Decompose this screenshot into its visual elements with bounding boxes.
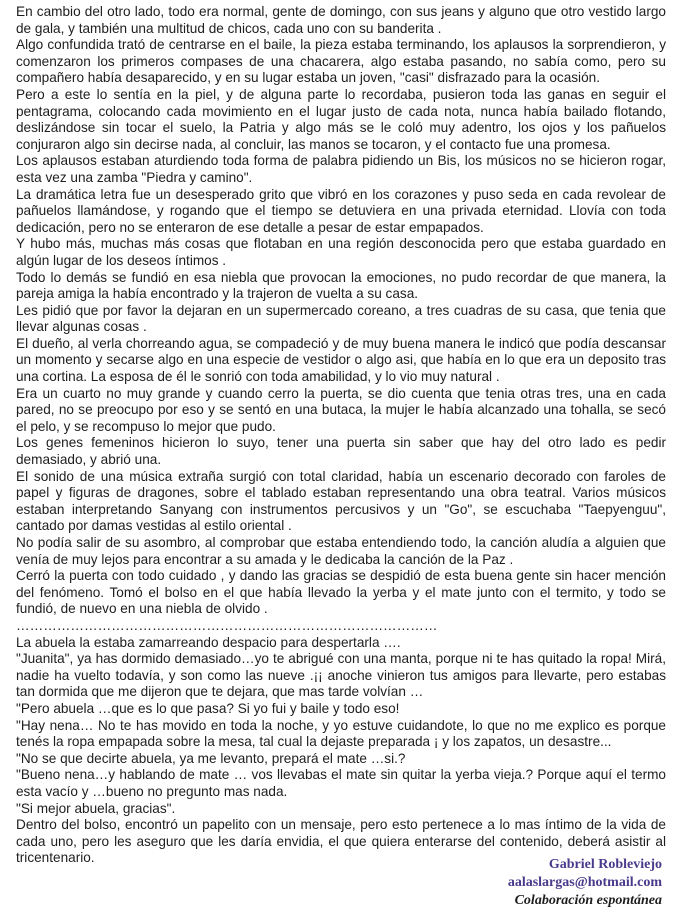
paragraph: "Juanita", ya has dormido demasiado…yo te abrigué con una manta, porque ni te has quitado la ropa! Mirá, nadie ha vuelto todavía, y son como las nueve .¡¡ anoche vinieron tus amigos para llevarte, pero estabas tan dormida que me dijeron que te dejara, que mas tarde volvían …	[16, 651, 666, 700]
paragraph: No podía salir de su asombro, al comprobar que estaba entendiendo todo, la canción aludía a alguien que venía de muy lejos para encontrar a su amada y le dedicaba la canción de la Paz .	[16, 535, 666, 567]
paragraph: La abuela la estaba zamarreando despacio para despertarla ….	[16, 634, 401, 650]
paragraph: "Hay nena… No te has movido en toda la noche, y yo estuve cuidandote, lo que no me explico es porque tenés la ropa empapada sobre la mesa, tal cual la dejaste preparada ¡ y los zapatos, un desastre...	[16, 717, 666, 750]
story-text	[16, 4, 666, 867]
paragraph: Cerró la puerta con todo cuidado , y dando las gracias se despidió de esta buena gente sin hacer mención del fenómeno. Tomó el bolso en el que había llevado la yerba y el mate junto con el termito, y todo se fundió, de nuevo en una niebla de olvido .	[16, 568, 666, 617]
separator-dots: …………………………………………………………………………………	[16, 617, 438, 633]
author-email: aalaslargas@hotmail.com	[507, 875, 662, 890]
paragraph: Todo lo demás se fundió en esa niebla que provocan la emociones, no pudo recordar de que manera, la pareja amiga la había encontrado y la trajeron de vuelta a su casa.	[16, 269, 666, 302]
paragraph: En cambio del otro lado, todo era normal, gente de domingo, con sus jeans y alguno que otro vestido largo de gala, y también una multitud de chicos, cada uno con su banderita .	[16, 4, 666, 36]
paragraph: "Si mejor abuela, gracias".	[16, 800, 176, 816]
paragraph: Y hubo más, muchas más cosas que flotaban en una región desconocida pero que estaba guardado en algún lugar de los deseos íntimos .	[16, 236, 666, 268]
paragraph: El dueño, al verla chorreando agua, se compadeció y de muy buena manera le indicó que podía descansar un momento y secarse algo en una especie de vestidor o algo asi, que había en lo que era un deposito tras una cortina. La esposa de él le sonrió con toda amabilidad, y lo vio muy natural .	[16, 335, 666, 385]
signature-block	[508, 856, 662, 910]
paragraph: Pero a este lo sentía en la piel, y de alguna parte lo recordaba, pusieron toda las ganas en seguir el pentagrama, colocando cada movimiento en el lugar justo de cada nota, nunca había bailado flotando, deslizándose sin tocar el suelo, la Patria y algo más se le coló muy adentro, los ojos y los pañuelos conjuraron algo sin decirse nada, al concluir, las manos se tocaron, y el contacto fue una promesa.	[16, 86, 666, 152]
paragraph: Dentro del bolso, encontró un papelito con un mensaje, pero esto pertenece a lo mas íntimo de la vida de cada uno, pero les aseguro que les daría envidia, el que quiera enterarse del contenido, deberá asistir al tricentenario.	[16, 817, 666, 866]
paragraph: "Bueno nena…y hablando de mate … vos llevabas el mate sin quitar la yerba vieja.? Porque aquí el termo esta vacío y …bueno no pregunto mas nada.	[16, 767, 666, 799]
paragraph: El sonido de una música extraña surgió con total claridad, había un escenario decorado con faroles de papel y figuras de dragones, sobre el tablado estaban representando una obra teatral. Varios músicos estaban interpretando Sanyang con instrumentos percusivos y un "Go", se escuchaba "Taepyenguu", cantado por damas vestidas al estilo oriental .	[16, 468, 666, 534]
paragraph: "No se que decirte abuela, ya me levanto, prepará el mate …si.?	[16, 750, 406, 766]
collaboration-note: Colaboración espontánea	[514, 893, 662, 908]
paragraph: Algo confundida trató de centrarse en el baile, la pieza estaba terminando, los aplausos la sorprendieron, y comenzaron los primeros compases de una chacarera, algo estaba pasando, no sabía como, pero su compañero había desaparecido, y en su lugar estaba un joven, "casi" disfrazado para la ocasión.	[16, 37, 666, 86]
author-name: Gabriel Robleviejo	[548, 857, 662, 872]
paragraph: Les pidió que por favor la dejaran en un supermercado coreano, a tres cuadras de su casa, que tenia que llevar algunas cosas .	[16, 302, 666, 335]
paragraph: Los aplausos estaban aturdiendo toda forma de palabra pidiendo un Bis, los músicos no se hicieron rogar, esta vez una zamba "Piedra y camino".	[16, 153, 666, 185]
paragraph: "Pero abuela …que es lo que pasa? Si yo fui y baile y todo eso!	[16, 700, 400, 716]
paragraph: La dramática letra fue un desesperado grito que vibró en los corazones y puso seda en cada revolear de pañuelos llamándose, y rogando que el tiempo se detuviera en una privada eternidad. Llovía con toda dedicación, pero no se enteraron de ese detalle a pesar de estar empapados.	[16, 186, 666, 235]
paragraph: Era un cuarto no muy grande y cuando cerro la puerta, se dio cuenta que tenia otras tres, una en cada pared, no se preocupo por eso y se sentó en una butaca, la mujer le había alcanzado una tohalla, se secó el pelo, y se recompuso lo mejor que pudo.	[16, 385, 666, 434]
paragraph: Los genes femeninos hicieron lo suyo, tener una puerta sin saber que hay del otro lado es pedir demasiado, y abrió una.	[16, 435, 666, 468]
